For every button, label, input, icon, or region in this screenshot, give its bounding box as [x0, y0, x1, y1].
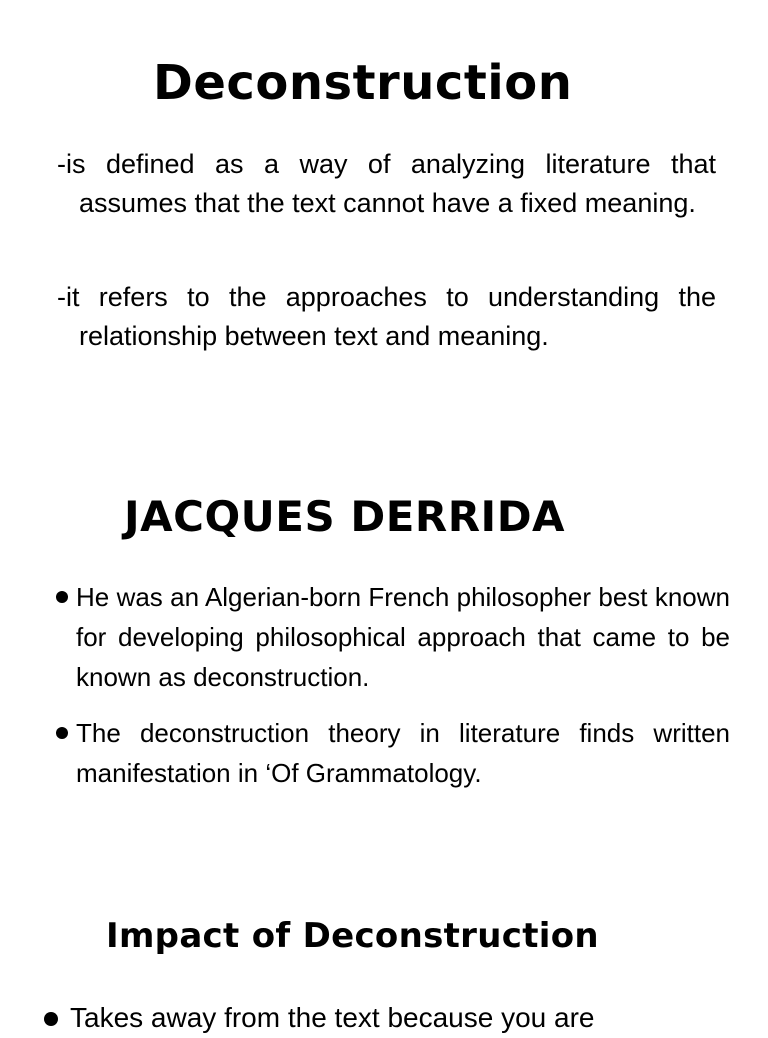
section-title: Deconstruction — [153, 55, 573, 111]
section-title: Impact of Deconstruction — [106, 916, 599, 956]
definition-paragraph: -is defined as a way of analyzing literature that assumes that the text cannot have a fixed meaning. — [57, 149, 716, 218]
bullet-text: The deconstruction theory in literature finds written manifestation in ‘Of Grammatology. — [76, 718, 730, 788]
bullet-text: He was an Algerian-born French philosopher best known for developing philosophical approach that came to be known as deconstruction. — [76, 582, 730, 692]
bullet-text: Takes away from the text because you are — [70, 1002, 595, 1033]
bullet-item — [44, 998, 744, 1038]
bullet-item — [56, 577, 730, 697]
definition-paragraph: -it refers to the approaches to understanding the relationship between text and meaning. — [57, 282, 716, 351]
bullet-dot-icon — [56, 727, 68, 739]
bullet-dot-icon — [56, 591, 68, 603]
section-title: JACQUES DERRIDA — [124, 492, 566, 541]
bullet-item — [56, 713, 730, 793]
